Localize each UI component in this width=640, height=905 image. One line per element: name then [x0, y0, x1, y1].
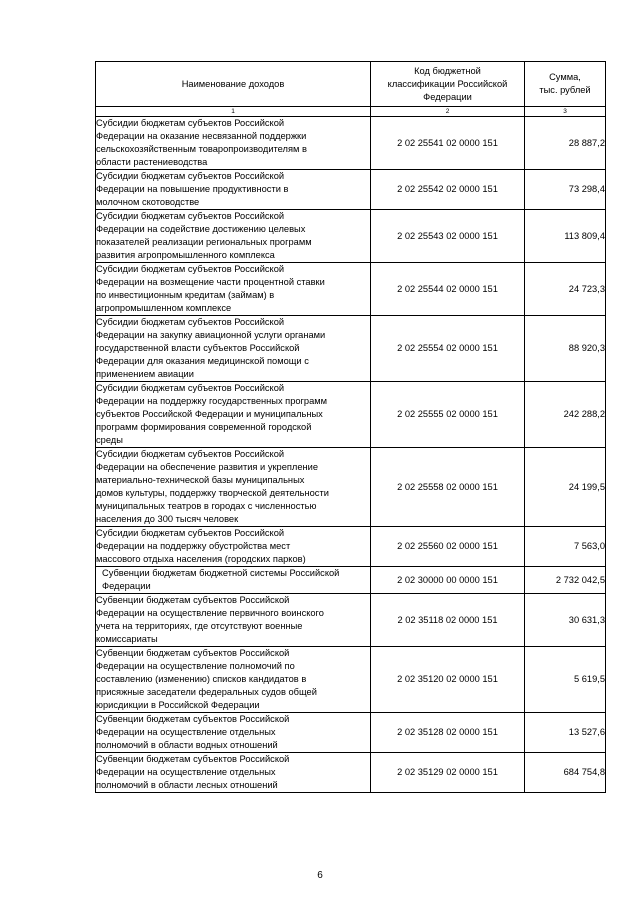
sum-cell: 5 619,5 [525, 647, 606, 713]
budget-code-cell: 2 02 25554 02 0000 151 [371, 316, 525, 382]
sum-cell: 28 887,2 [525, 117, 606, 170]
income-name-cell: Субсидии бюджетам субъектов Российской Федерации на обеспечение развития и укрепление материально-технической базы муниципальных домов культуры, поддержку творческой деятельности муниципальных театров в городах с численностью населения до 300 тысяч человек [96, 448, 371, 527]
sum-cell: 684 754,8 [525, 753, 606, 793]
table-row [96, 753, 606, 793]
table-row [96, 448, 606, 527]
column-number: 2 [371, 107, 525, 117]
page-number: 6 [317, 870, 323, 881]
table-row [96, 527, 606, 567]
income-name-cell: Субсидии бюджетам субъектов Российской Федерации на закупку авиационной услуги органами государственной власти субъектов Российской Федерации для оказания медицинской помощи с применением авиации [96, 316, 371, 382]
income-name-cell: Субсидии бюджетам субъектов Российской Федерации на поддержку обустройства мест массового отдыха населения (городских парков) [96, 527, 371, 567]
table-row [96, 594, 606, 647]
budget-code-cell: 2 02 35120 02 0000 151 [371, 647, 525, 713]
table-body [96, 117, 606, 793]
sum-cell: 30 631,3 [525, 594, 606, 647]
income-name-cell: Субвенции бюджетам бюджетной системы Российской Федерации [96, 567, 371, 594]
column-number: 1 [96, 107, 371, 117]
income-table [95, 61, 606, 793]
sum-cell: 24 199,5 [525, 448, 606, 527]
budget-code-cell: 2 02 25560 02 0000 151 [371, 527, 525, 567]
sum-cell: 13 527,6 [525, 713, 606, 753]
budget-code-cell: 2 02 25544 02 0000 151 [371, 263, 525, 316]
budget-code-cell: 2 02 25543 02 0000 151 [371, 210, 525, 263]
document-page [95, 61, 605, 793]
header-budget-code: Код бюджетной классификации Российской Федерации [371, 62, 525, 107]
column-number: 3 [525, 107, 606, 117]
budget-code-cell: 2 02 35118 02 0000 151 [371, 594, 525, 647]
header-income-name: Наименование доходов [96, 62, 371, 107]
budget-code-cell: 2 02 30000 00 0000 151 [371, 567, 525, 594]
sum-cell: 24 723,3 [525, 263, 606, 316]
income-name-cell: Субвенции бюджетам субъектов Российской Федерации на осуществление отдельных полномочий в области лесных отношений [96, 753, 371, 793]
budget-code-cell: 2 02 35128 02 0000 151 [371, 713, 525, 753]
income-name-cell: Субсидии бюджетам субъектов Российской Федерации на возмещение части процентной ставки по инвестиционным кредитам (займам) в агропромышленном комплексе [96, 263, 371, 316]
budget-code-cell: 2 02 25541 02 0000 151 [371, 117, 525, 170]
sum-cell: 113 809,4 [525, 210, 606, 263]
income-name-cell: Субвенции бюджетам субъектов Российской Федерации на осуществление полномочий по составлению (изменению) списков кандидатов в присяжные заседатели федеральных судов общей юрисдикции в Российской Федерации [96, 647, 371, 713]
sum-cell: 242 288,2 [525, 382, 606, 448]
sum-cell: 2 732 042,5 [525, 567, 606, 594]
table-row [96, 263, 606, 316]
income-name-cell: Субсидии бюджетам субъектов Российской Федерации на содействие достижению целевых показателей реализации региональных программ развития агропромышленного комплекса [96, 210, 371, 263]
budget-code-cell: 2 02 25558 02 0000 151 [371, 448, 525, 527]
header-sum: Сумма, тыс. рублей [525, 62, 606, 107]
table-row [96, 713, 606, 753]
table-row [96, 117, 606, 170]
column-number-row [96, 107, 606, 117]
income-name-cell: Субсидии бюджетам субъектов Российской Федерации на поддержку государственных программ субъектов Российской Федерации и муниципальных программ формирования современной городской среды [96, 382, 371, 448]
sum-cell: 88 920,3 [525, 316, 606, 382]
sum-cell: 73 298,4 [525, 170, 606, 210]
table-row [96, 170, 606, 210]
table-row [96, 382, 606, 448]
budget-code-cell: 2 02 25555 02 0000 151 [371, 382, 525, 448]
budget-code-cell: 2 02 25542 02 0000 151 [371, 170, 525, 210]
table-row [96, 316, 606, 382]
budget-code-cell: 2 02 35129 02 0000 151 [371, 753, 525, 793]
table-row [96, 210, 606, 263]
income-name-cell: Субсидии бюджетам субъектов Российской Федерации на оказание несвязанной поддержки сельскохозяйственным товаропроизводителям в области растениеводства [96, 117, 371, 170]
income-name-cell: Субвенции бюджетам субъектов Российской Федерации на осуществление отдельных полномочий в области водных отношений [96, 713, 371, 753]
sum-cell: 7 563,0 [525, 527, 606, 567]
income-name-cell: Субвенции бюджетам субъектов Российской Федерации на осуществление первичного воинского учета на территориях, где отсутствуют военные комиссариаты [96, 594, 371, 647]
table-row [96, 567, 606, 594]
header-row [96, 62, 606, 107]
table-row [96, 647, 606, 713]
income-name-cell: Субсидии бюджетам субъектов Российской Федерации на повышение продуктивности в молочном скотоводстве [96, 170, 371, 210]
